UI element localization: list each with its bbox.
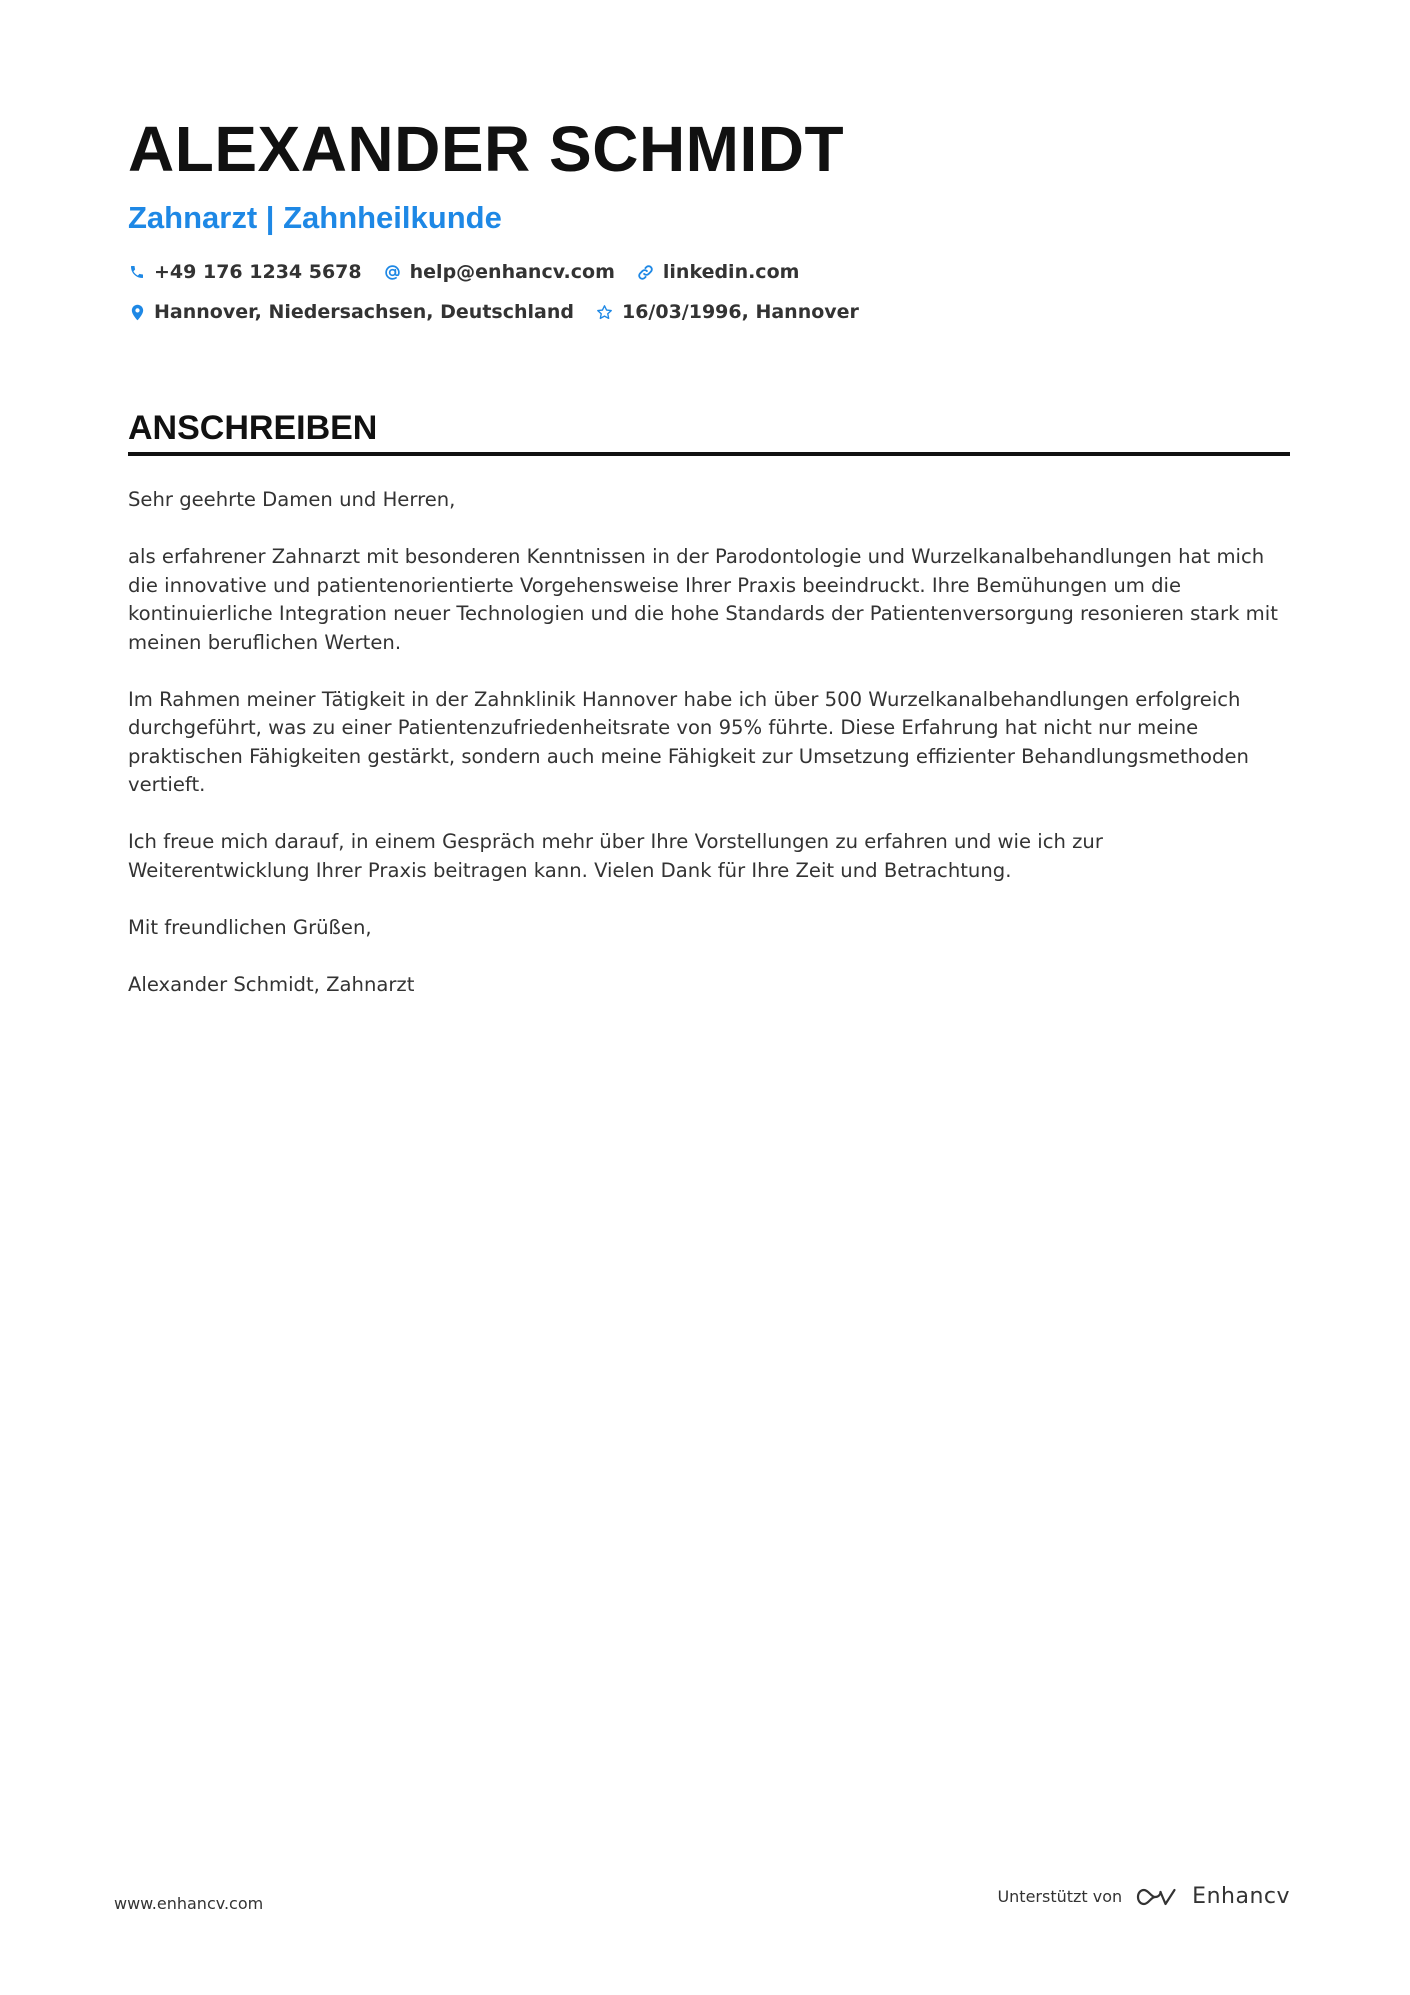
letter-paragraph-1: als erfahrener Zahnarzt mit besonderen Kenntnissen in der Parodontologie und Wurzelkanalbehandlungen hat mich die innovative und patientenorientierte Vorgehensweise Ihrer Praxis beeindruckt. Ihre Bemühungen um die kontinuierliche Integration neuer Technologien und die hohe Standards der Patientenversorgung resonieren stark mit meinen beruflichen Werten. — [128, 545, 1278, 654]
cover-letter-section — [128, 408, 1290, 1028]
enhancv-logo-icon — [1134, 1885, 1180, 1909]
phone-icon — [128, 263, 146, 281]
closing: Mit freundlichen Grüßen, — [128, 915, 372, 939]
brand-name: Enhancv — [1192, 1884, 1290, 1909]
linkedin-link: linkedin.com — [662, 261, 800, 283]
letter-paragraph-2: Im Rahmen meiner Tätigkeit in der Zahnklinik Hannover habe ich über 500 Wurzelkanalbehandlungen erfolgreich durchgeführt, was zu einer Patientenzufriedenheitsrate von 95% führte. Diese Erfahrung hat nicht nur meine praktischen Fähigkeiten gestärkt, sondern auch meine Fähigkeit zur Umsetzung effizienter Behandlungsmethoden vertieft. — [128, 687, 1249, 796]
contact-birth — [596, 300, 859, 324]
contact-email[interactable] — [384, 260, 615, 284]
footer-website[interactable]: www.enhancv.com — [114, 1894, 264, 1913]
letter-body — [128, 486, 1290, 999]
section-title: ANSCHREIBEN — [128, 408, 1290, 456]
birth-info: 16/03/1996, Hannover — [621, 301, 859, 323]
link-icon — [637, 263, 655, 281]
email-address: help@enhancv.com — [409, 261, 615, 283]
phone-number: +49 176 1234 5678 — [154, 261, 362, 283]
applicant-name: ALEXANDER SCHMIDT — [128, 113, 845, 185]
contact-linkedin[interactable] — [637, 260, 800, 284]
contact-location — [128, 300, 574, 324]
letter-paragraph-3: Ich freue mich darauf, in einem Gespräch mehr über Ihre Vorstellungen zu erfahren und wie ich zur Weiterentwicklung Ihrer Praxis beitragen kann. Vielen Dank für Ihre Zeit und Betrachtung. — [128, 830, 1103, 882]
header — [128, 110, 1288, 324]
signature: Alexander Schmidt, Zahnarzt — [128, 972, 415, 996]
contact-info — [128, 260, 1228, 324]
powered-by-label: Unterstützt von — [997, 1887, 1123, 1906]
star-icon — [596, 303, 614, 321]
job-title: Zahnarzt | Zahnheilkunde — [128, 200, 502, 235]
at-icon — [384, 263, 402, 281]
footer-branding — [997, 1884, 1290, 1909]
location-text: Hannover, Niedersachsen, Deutschland — [154, 301, 574, 323]
location-pin-icon — [128, 303, 146, 321]
contact-phone[interactable] — [128, 260, 362, 284]
salutation: Sehr geehrte Damen und Herren, — [128, 488, 456, 511]
